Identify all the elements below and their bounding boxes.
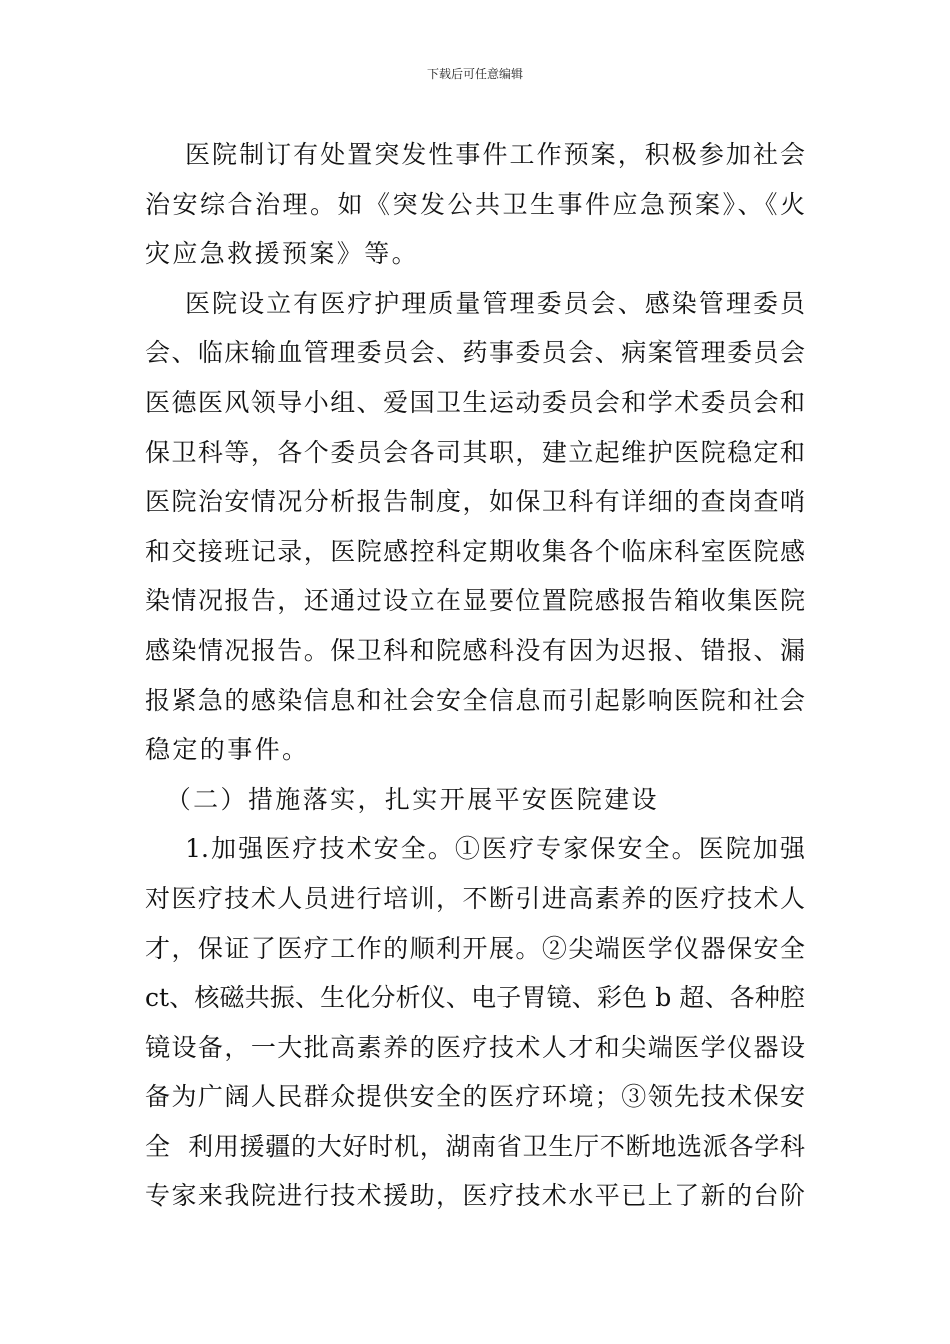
text-line: 会、临床输血管理委员会、药事委员会、病案管理委员会 (145, 338, 805, 368)
text-line: 1.加强医疗技术安全。①医疗专家保安全。医院加强 (145, 834, 805, 864)
text-line: 报紧急的感染信息和社会安全信息而引起影响医院和社会 (145, 685, 805, 715)
text-line: 稳定的事件。 (145, 735, 310, 765)
text-line: 感染情况报告。保卫科和院感科没有因为迟报、错报、漏 (145, 635, 805, 665)
text-line: 才，保证了医疗工作的顺利开展。②尖端医学仪器保安全 (145, 933, 805, 963)
text-line: 医院设立有医疗护理质量管理委员会、感染管理委员 (145, 288, 805, 318)
text-line: 镜设备，一大批高素养的医疗技术人才和尖端医学仪器设 (145, 1032, 805, 1062)
text-line: 灾应急救援预案》等。 (145, 239, 420, 269)
text-line: 染情况报告，还通过设立在显要位置院感报告箱收集医院 (145, 586, 805, 616)
text-line: 全 利用援疆的大好时机，湖南省卫生厅不断地选派各学科 (145, 1131, 805, 1161)
text-line: 治安综合治理。如《突发公共卫生事件应急预案》、《火 (145, 189, 805, 219)
page-header: 下载后可任意编辑 (426, 67, 523, 81)
text-line: 医德医风领导小组、爱国卫生运动委员会和学术委员会和 (145, 387, 805, 417)
document-body (145, 130, 805, 1221)
text-line: 保卫科等，各个委员会各司其职，建立起维护医院稳定和 (145, 437, 805, 467)
text-line: 和交接班记录，医院感控科定期收集各个临床科室医院感 (145, 536, 805, 566)
text-line: （二）措施落实，扎实开展平安医院建设 (145, 784, 659, 814)
text-line: 医院治安情况分析报告制度，如保卫科有详细的查岗查哨 (145, 487, 805, 517)
text-line: 备为广阔人民群众提供安全的医疗环境；③领先技术保安 (145, 1082, 805, 1112)
text-line: 医院制订有处置突发性事件工作预案，积极参加社会 (145, 140, 805, 169)
text-line: ct、核磁共振、生化分析仪、电子胃镜、彩色 b 超、各种腔 (145, 983, 805, 1013)
text-line: 对医疗技术人员进行培训，不断引进高素养的医疗技术人 (145, 883, 805, 913)
text-line: 专家来我院进行技术援助，医疗技术水平已上了新的台阶 (145, 1181, 805, 1211)
